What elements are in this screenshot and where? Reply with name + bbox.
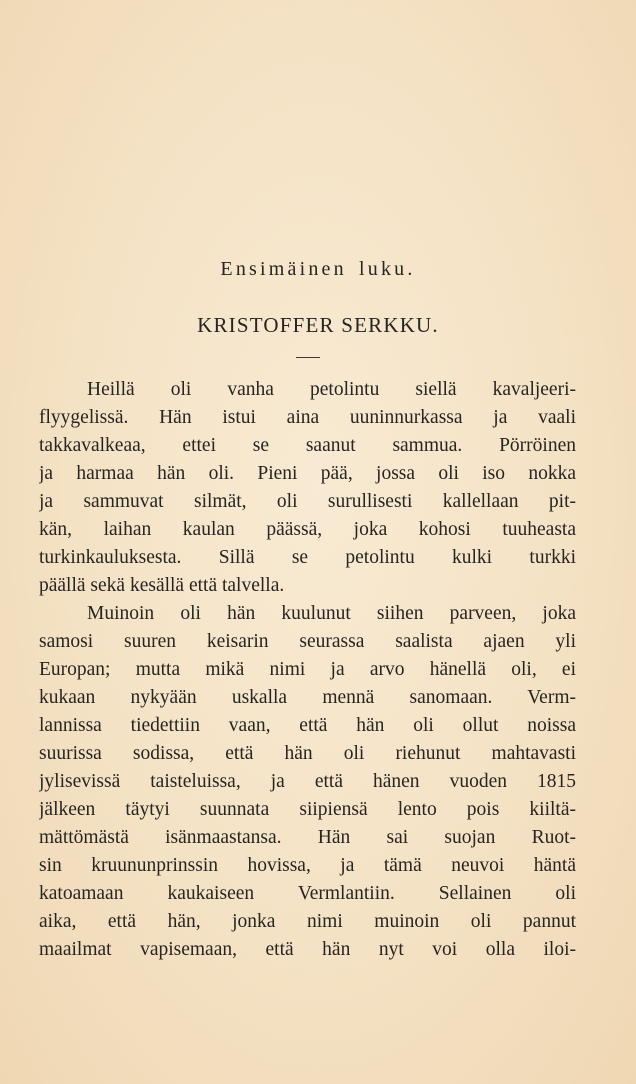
text-line: katoamaan kaukaiseen Vermlantiin. Sellainen oli [39, 883, 576, 904]
text-line: flyygelissä. Hän istui aina uuninnurkassa ja vaali [39, 407, 576, 428]
body-text [39, 376, 576, 964]
text-line: Muinoin oli hän kuulunut siihen parveen, joka [87, 603, 576, 624]
text-line: kukaan nykyään uskalla mennä sanomaan. Verm- [39, 687, 576, 708]
text-line: päällä sekä kesällä että talvella. [39, 575, 285, 596]
text-line: samosi suuren keisarin seurassa saalista ajaen yli [39, 631, 576, 652]
text-line: takkavalkeaa, ettei se saanut sammua. Pörröinen [39, 435, 576, 456]
text-line: kän, laihan kaulan päässä, joka kohosi tuuheasta [39, 519, 576, 540]
text-line: Heillä oli vanha petolintu siellä kavaljeeri- [87, 379, 576, 400]
text-line: mättömästä isänmaastansa. Hän sai suojan Ruot- [39, 827, 576, 848]
paragraph [39, 376, 576, 600]
text-line: Europan; mutta mikä nimi ja arvo hänellä oli, ei [39, 659, 576, 680]
text-line: ja harmaa hän oli. Pieni pää, jossa oli iso nokka [39, 463, 576, 484]
text-line: jälkeen täytyi suunnata siipiensä lento pois kiiltä- [39, 799, 576, 820]
text-line: suurissa sodissa, että hän oli riehunut mahtavasti [39, 743, 576, 764]
text-line: sin kruununprinssin hovissa, ja tämä neuvoi häntä [39, 855, 576, 876]
chapter-title: KRISTOFFER SERKKU. [197, 313, 439, 337]
text-line: turkinkauluksesta. Sillä se petolintu kulki turkki [39, 547, 576, 568]
chapter-number: Ensimäinen luku. [220, 258, 416, 280]
title-divider [296, 357, 320, 358]
text-line: jylisevissä taisteluissa, ja että hänen vuoden 1815 [39, 771, 576, 792]
text-line: ja sammuvat silmät, oli surullisesti kallellaan pit- [39, 491, 576, 512]
text-line: maailmat vapisemaan, että hän nyt voi olla iloi- [39, 939, 576, 960]
paragraph [39, 600, 576, 964]
text-line: lannissa tiedettiin vaan, että hän oli ollut noissa [39, 715, 576, 736]
text-line: aika, että hän, jonka nimi muinoin oli pannut [39, 911, 576, 932]
